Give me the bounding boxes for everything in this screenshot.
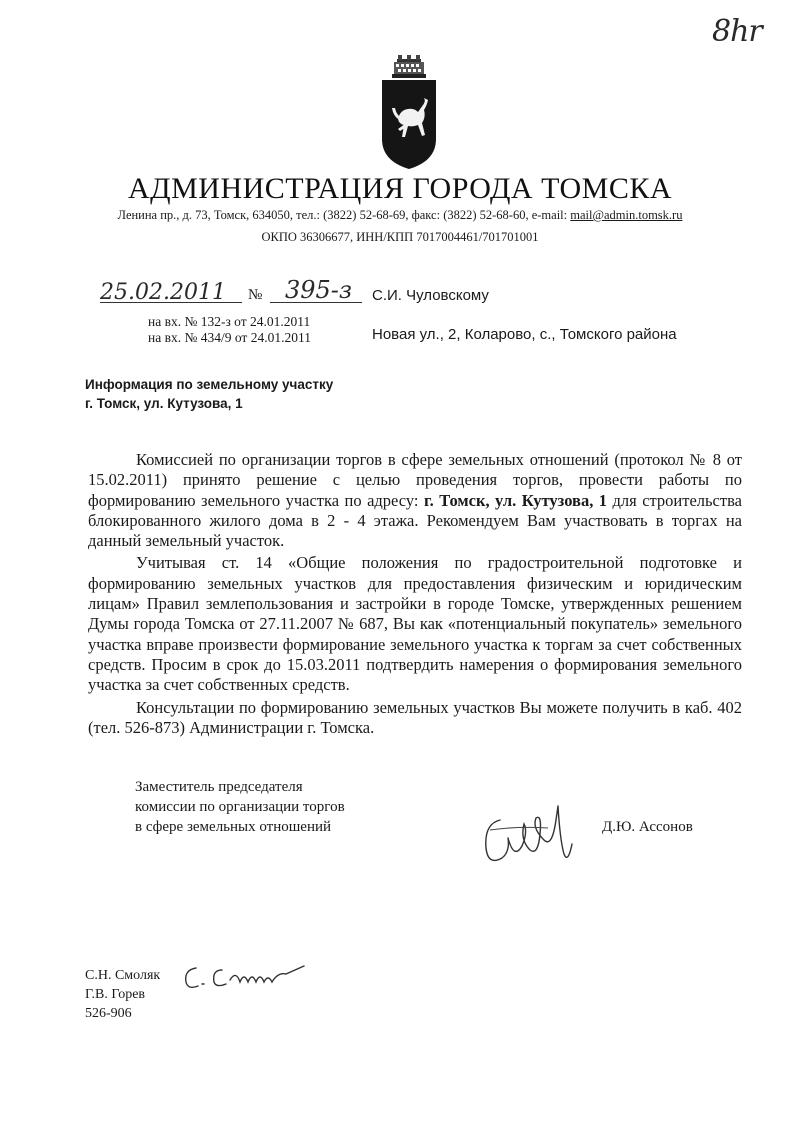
recipient-address: Новая ул., 2, Коларово, с., Томского района <box>372 326 677 343</box>
plot-address: г. Томск, ул. Кутузова, 1 <box>423 490 608 510</box>
executor-line: С.Н. Смоляк <box>85 968 161 983</box>
registration-number: 395-з <box>285 276 353 304</box>
tomsk-coat-of-arms-icon <box>380 55 438 170</box>
address-text: Ленина пр., д. 73, Томск, 634050, тел.: (3822) 52-68-69, факс: (3822) 52-68-60, e-mail: <box>117 208 568 222</box>
signatory-title-line: Заместитель председателя <box>135 779 303 795</box>
executor-line: Г.В. Горев <box>85 987 146 1002</box>
executor-line: 526-906 <box>85 1006 132 1021</box>
number-label: № <box>248 287 263 303</box>
subject-line-1: Информация по земельному участку <box>85 377 334 392</box>
executors-block <box>85 966 160 1023</box>
paragraph-1-end: для строительства блокированного жилого дома в 2 - 4 этажа. Рекомендуем Вам участвовать в торгах на данный земельный участок. <box>88 490 742 551</box>
handwritten-initials <box>182 960 312 994</box>
paragraph-1-start: Комиссией по организации торгов в сфере земельных отношений (протокол № 8 от 15.02.2011) принято решение с целью проведения торгов, провести работы по формированию земельного участка по адресу: <box>88 450 742 510</box>
number-underline <box>270 302 362 303</box>
email-link[interactable]: mail@admin.tomsk.ru <box>570 208 683 222</box>
handwritten-corner-note: 8hr <box>712 14 762 49</box>
organization-codes: ОКПО 36306677, ИНН/КПП 7017004461/701701001 <box>261 230 539 244</box>
recipient-name: С.И. Чуловскому <box>372 287 489 304</box>
incoming-reference-2: на вх. № 434/9 от 24.01.2011 <box>148 330 311 345</box>
paragraph-2: Учитывая ст. 14 «Общие положения по градостроительной подготовке и формированию земельных участков для предоставления физическим и юридическим лицам» Правил землепользования и застройки в городе Томске, утвержденных решением Думы города Томска от 27.11.2007 № 687, Вы как «потенциальный покупатель» земельного участка вправе произвести формирование земельного участка к торгам за счет собственных средств. Просим в срок до 15.03.2011 подтвердить намерения о формирования земельного участка за счет собственных средств. <box>88 553 742 695</box>
paragraph-3: Консультации по формированию земельных участков Вы можете получить в каб. 402 (тел. 526-873) Администрации г. Томска. <box>88 697 742 737</box>
letter-body <box>88 450 742 740</box>
subject-line-2: г. Томск, ул. Кутузова, 1 <box>85 396 243 411</box>
signatory-title-line: комиссии по организации торгов <box>135 799 345 815</box>
handwritten-signature <box>478 800 578 876</box>
signatory-title-line: в сфере земельных отношений <box>135 819 332 835</box>
signatory-title <box>135 777 345 837</box>
paragraph-1 <box>88 450 742 551</box>
organization-title: АДМИНИСТРАЦИЯ ГОРОДА ТОМСКА <box>127 172 673 205</box>
signer-name: Д.Ю. Ассонов <box>602 819 693 835</box>
date-underline <box>100 302 242 303</box>
registration-date: 25.02.2011 <box>100 280 226 305</box>
incoming-reference-1: на вх. № 132-з от 24.01.2011 <box>148 314 311 329</box>
organization-address <box>0 208 800 223</box>
